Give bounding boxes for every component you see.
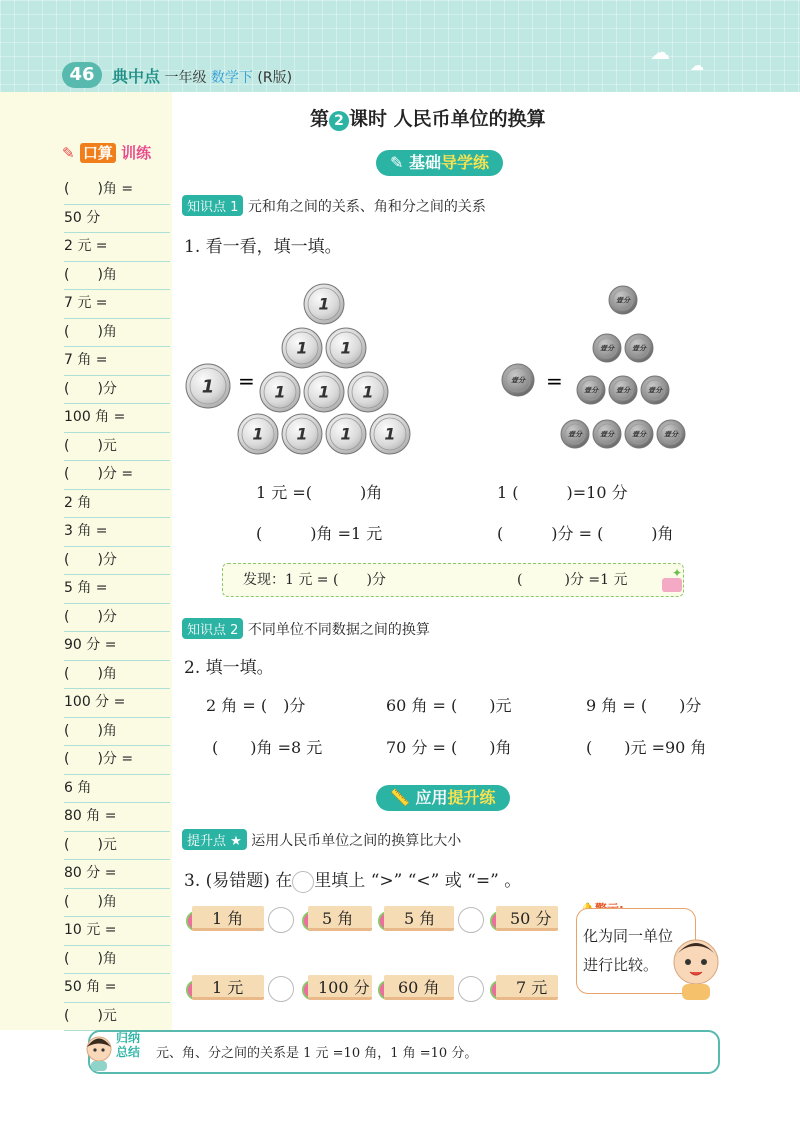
coin-label: 壹分 (600, 430, 614, 439)
sidebar-row[interactable]: 90 分 = (64, 632, 170, 661)
q1-blank-1[interactable]: 1 元 =( )角 (256, 483, 383, 502)
note-line-2: 进行比较。 (583, 956, 659, 974)
page-number: 46 (62, 62, 102, 88)
compare-value: 50 分 (510, 909, 552, 928)
sidebar-row[interactable]: 6 角 (64, 775, 170, 804)
sidebar-row[interactable]: ( )分 (64, 547, 170, 576)
sidebar-row[interactable]: 100 分 = (64, 689, 170, 718)
sidebar-row[interactable]: ( )角 (64, 889, 170, 918)
note-line-1: 化为同一单位 (583, 927, 674, 945)
coin-label: 1 (274, 382, 286, 402)
sidebar-row[interactable]: ( )元 (64, 1003, 170, 1032)
compare-circle[interactable] (268, 976, 294, 1002)
sidebar-row[interactable]: 3 角 = (64, 518, 170, 547)
coin-label: 1 (252, 424, 264, 444)
question-1-title: 1. 看一看，填一填。 (184, 237, 342, 257)
edition: (R版) (257, 70, 293, 86)
kp-text: 运用人民币单位之间的换算比大小 (251, 833, 462, 849)
sidebar-row[interactable]: 5 角 = (64, 575, 170, 604)
sidebar-title (62, 142, 151, 163)
lesson-title (310, 104, 546, 131)
sidebar-row[interactable]: 100 角 = (64, 404, 170, 433)
q2-item[interactable]: 9 角 = ( )分 (586, 696, 702, 715)
compare-value: 5 角 (322, 909, 354, 928)
q2-item[interactable]: 60 角 = ( )元 (386, 696, 512, 715)
ruler-icon: 📏 (390, 788, 410, 807)
sidebar-row[interactable]: 80 分 = (64, 860, 170, 889)
brand-logo: 典中点 (112, 67, 161, 86)
coin-label: 1 (362, 382, 374, 402)
sidebar-row[interactable]: 50 分 (64, 205, 170, 234)
sidebar-row[interactable]: ( )角 (64, 946, 170, 975)
coin-label: 壹分 (632, 344, 646, 353)
coin-label: 1 (340, 338, 352, 358)
sidebar-row[interactable]: ( )角 (64, 262, 170, 291)
coin-label: 壹分 (511, 376, 525, 385)
q2-item[interactable]: 70 分 = ( )角 (386, 738, 512, 757)
sidebar-row[interactable]: 7 角 = (64, 347, 170, 376)
question-3-title: 3. (易错题) 在 里填上 “>” “<” 或 “=” 。 (184, 871, 522, 891)
q2-item[interactable]: 2 角 = ( )分 (206, 696, 306, 715)
coin-label: 壹分 (568, 430, 582, 439)
discover-left[interactable]: 发现：1 元 = ( )分 (243, 572, 386, 588)
knowledge-point-1 (182, 195, 486, 216)
compare-circle[interactable] (268, 907, 294, 933)
improvement-point (182, 829, 461, 850)
banner-label: 基础 (408, 153, 441, 172)
sidebar-row[interactable]: ( )角 (64, 661, 170, 690)
grade: 一年级 (164, 70, 207, 86)
cloud-icon: ☁ (650, 40, 670, 64)
sidebar-row[interactable]: ( )分 = (64, 746, 170, 775)
compare-value: 5 角 (404, 909, 436, 928)
summary-text: 元、角、分之间的关系是 1 元 =10 角，1 角 =10 分。 (156, 1046, 478, 1061)
kp-tag: 知识点 1 (182, 195, 243, 216)
coin-label: 1 (340, 424, 352, 444)
compass-icon: ✎ (390, 153, 404, 172)
coin-label: 1 (296, 338, 308, 358)
coin-label: 壹分 (584, 386, 598, 395)
compare-value: 7 元 (516, 978, 548, 997)
compare-value: 1 角 (212, 909, 244, 928)
cloud-icon: ☁ (690, 58, 704, 74)
lesson-number: 2 (329, 111, 349, 131)
section-banner-basic (376, 150, 503, 176)
kp-tag: 提升点 ★ (182, 829, 247, 850)
sidebar-row[interactable]: ( )角 = (64, 176, 170, 205)
coin-label: 壹分 (616, 386, 630, 395)
discover-right[interactable]: ( )分 =1 元 (517, 572, 628, 588)
sidebar-rows (64, 176, 170, 1031)
sidebar-row[interactable]: ( )角 (64, 319, 170, 348)
lesson-prefix: 第 (310, 108, 330, 130)
coin-label: 1 (318, 294, 330, 314)
kp-tag: 知识点 2 (182, 618, 243, 639)
compare-value: 1 元 (212, 978, 244, 997)
equals-sign: = (546, 369, 563, 393)
pencil-icon: ✎ (62, 144, 75, 162)
kp-text: 元和角之间的关系、角和分之间的关系 (247, 199, 486, 215)
q2-item[interactable]: ( )元 =90 角 (586, 738, 707, 757)
question-2-title: 2. 填一填。 (184, 658, 274, 678)
banner-highlight: 导学练 (441, 153, 490, 172)
book-info (112, 64, 292, 87)
q1-blank-4[interactable]: ( )分 = ( )角 (497, 524, 674, 543)
sidebar-row[interactable]: ( )分 (64, 376, 170, 405)
subject: 数学下 (210, 70, 253, 86)
coin-label: 壹分 (664, 430, 678, 439)
fen-coins (502, 286, 685, 448)
coin-figure (180, 276, 740, 466)
child-avatar (666, 932, 726, 1002)
sidebar-row[interactable]: 80 角 = (64, 803, 170, 832)
sidebar-title-part1: 口算 (80, 143, 116, 163)
q2-item[interactable]: ( )角 =8 元 (212, 738, 323, 757)
sidebar-title-part2: 训练 (121, 144, 152, 162)
child-avatar (84, 1034, 114, 1072)
sidebar-row[interactable]: ( )分 = (64, 461, 170, 490)
compare-value: 60 角 (398, 978, 440, 997)
sidebar-row[interactable]: ( )分 (64, 604, 170, 633)
q1-blank-3[interactable]: ( )角 =1 元 (256, 524, 383, 543)
coin-label: 1 (296, 424, 308, 444)
eraser-icon (662, 578, 682, 592)
compare-circle[interactable] (458, 907, 484, 933)
compare-value: 100 分 (318, 978, 370, 997)
banner-highlight: 提升练 (447, 788, 496, 807)
sidebar-row[interactable]: 10 元 = (64, 917, 170, 946)
sidebar-row[interactable]: ( )角 (64, 718, 170, 747)
lesson-name: 课时 人民币单位的换算 (349, 108, 546, 130)
coin-label: 1 (384, 424, 396, 444)
coin-label: 壹分 (632, 430, 646, 439)
sidebar-row[interactable]: 2 元 = (64, 233, 170, 262)
knowledge-point-2 (182, 618, 430, 639)
sidebar-row[interactable]: ( )元 (64, 433, 170, 462)
sidebar-row[interactable]: 2 角 (64, 490, 170, 519)
coin-label: 1 (318, 382, 330, 402)
sidebar-row[interactable]: ( )元 (64, 832, 170, 861)
banner-label: 应用 (415, 788, 448, 807)
sidebar-row[interactable]: 7 元 = (64, 290, 170, 319)
summary-tag: 归纳 总结 (116, 1031, 141, 1059)
compare-circle[interactable] (458, 976, 484, 1002)
equals-sign: = (238, 369, 255, 393)
discovery-box (222, 563, 684, 597)
sparkle-icon: ✦ (672, 566, 683, 580)
q1-blank-2[interactable]: 1 ( )=10 分 (497, 483, 628, 502)
coin-label: 1 (201, 376, 215, 398)
yuan-coins (186, 284, 410, 454)
kp-text: 不同单位不同数据之间的换算 (247, 622, 430, 638)
coin-label: 壹分 (616, 296, 630, 305)
section-banner-advanced (376, 785, 510, 811)
summary-box (88, 1030, 720, 1074)
coin-label: 壹分 (600, 344, 614, 353)
coin-label: 壹分 (648, 386, 662, 395)
sidebar-row[interactable]: 50 角 = (64, 974, 170, 1003)
